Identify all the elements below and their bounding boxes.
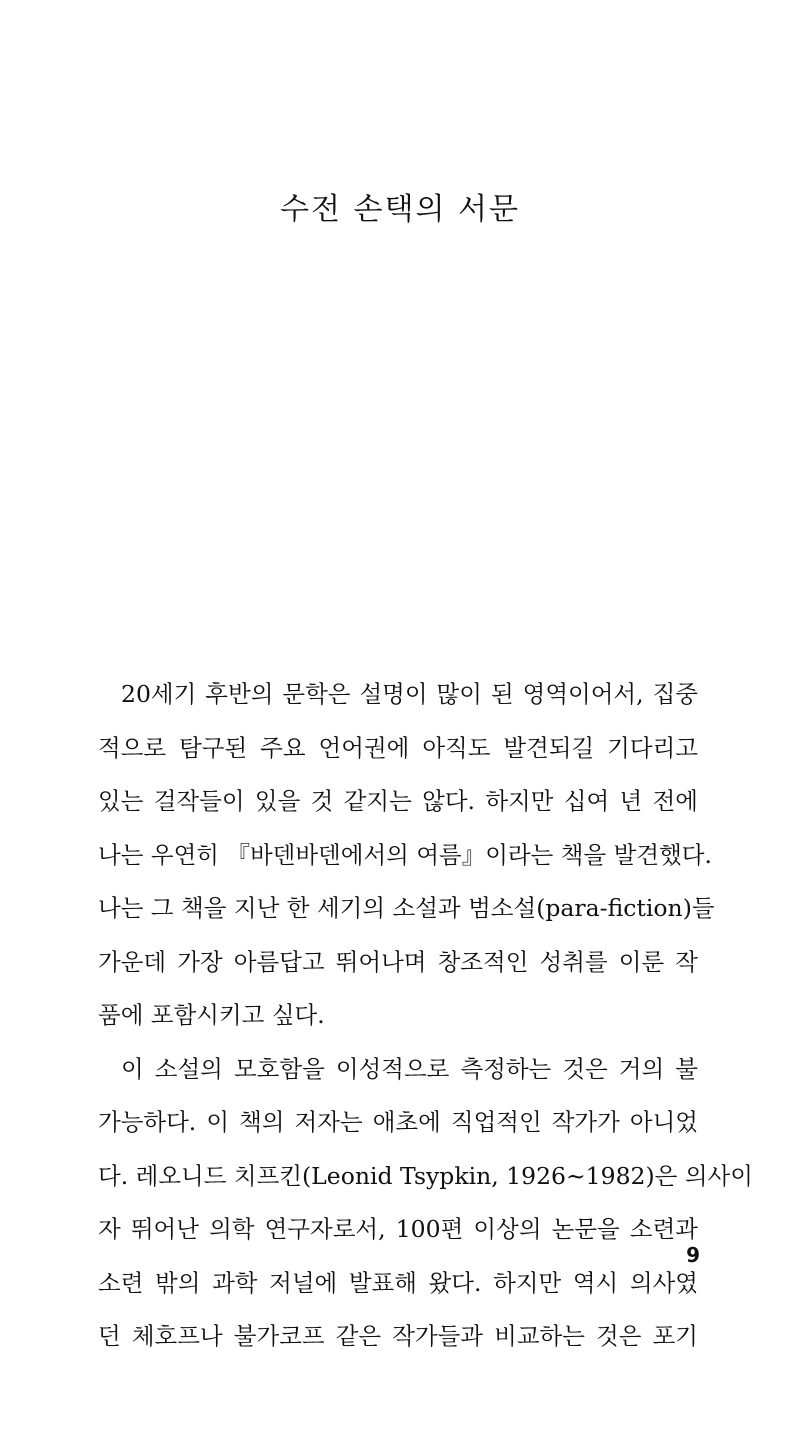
text-line: 가능하다. 이 책의 저자는 애초에 직업적인 작가가 아니었: [98, 1108, 698, 1136]
text-line: 나는 우연히 『바덴바덴에서의 여름』이라는 책을 발견했다.: [98, 840, 712, 869]
text-line: 던 체호프나 불가코프 같은 작가들과 비교하는 것은 포기: [98, 1322, 698, 1350]
text-line: 품에 포함시키고 싶다.: [98, 1001, 325, 1029]
page-number: 9: [686, 1243, 700, 1267]
paragraph-1: [98, 668, 715, 1043]
text-line: 적으로 탐구된 주요 언어권에 아직도 발견되길 기다리고: [98, 733, 698, 762]
text-line: 나는 그 책을 지난 한 세기의 소설과 범소설(para-fiction)들: [98, 894, 715, 922]
text-line: 소련 밖의 과학 저널에 발표해 왔다. 하지만 역시 의사였: [98, 1268, 698, 1297]
chapter-title: 수전 손택의 서문: [280, 192, 520, 227]
text-line: 있는 걸작들이 있을 것 같지는 않다. 하지만 십여 년 전에: [98, 787, 698, 815]
text-line: 가운데 가장 아름답고 뛰어나며 창조적인 성취를 이룬 작: [98, 947, 698, 976]
text-line: 20세기 후반의 문학은 설명이 많이 된 영역이어서, 집중: [121, 680, 698, 708]
paragraph-2: [98, 1043, 753, 1364]
body-text: [98, 668, 753, 1364]
text-line: 자 뛰어난 의학 연구자로서, 100편 이상의 논문을 소련과: [98, 1215, 698, 1243]
text-line: 다. 레오니드 치프킨(Leonid Tsypkin, 1926~1982)은 의사이: [98, 1161, 753, 1190]
text-line: 이 소설의 모호함을 이성적으로 측정하는 것은 거의 불: [121, 1054, 698, 1083]
